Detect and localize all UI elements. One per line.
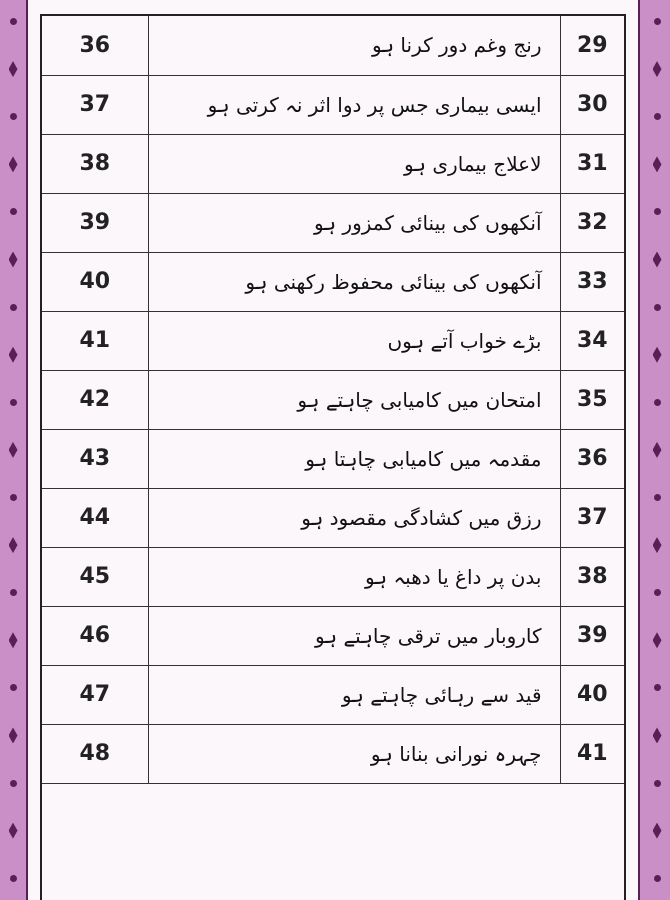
index-table [40, 14, 626, 900]
page-number: 46 [42, 606, 148, 665]
border-dot [654, 494, 661, 501]
page-number: 39 [42, 193, 148, 252]
border-dot [10, 18, 17, 25]
border-diamond [9, 823, 18, 839]
page-number: 36 [42, 16, 148, 75]
border-dot [10, 304, 17, 311]
border-diamond [9, 537, 18, 553]
page-number: 37 [42, 75, 148, 134]
table-row [42, 193, 624, 252]
entry-number: 39 [560, 606, 624, 665]
border-dot [654, 684, 661, 691]
page-number: 38 [42, 134, 148, 193]
border-dot [10, 399, 17, 406]
border-diamond [9, 347, 18, 363]
page-number: 42 [42, 370, 148, 429]
border-diamond [653, 537, 662, 553]
border-diamond [653, 442, 662, 458]
border-dot [10, 208, 17, 215]
page-number: 41 [42, 311, 148, 370]
entry-title: لاعلاج بیماری ہو [148, 134, 560, 193]
entry-title: چہرہ نورانی بنانا ہو [148, 724, 560, 783]
border-dot [10, 589, 17, 596]
table-row [42, 252, 624, 311]
border-dot [10, 494, 17, 501]
border-dot [10, 780, 17, 787]
table-row [42, 488, 624, 547]
border-dot [654, 304, 661, 311]
entry-title: ایسی بیماری جس پر دوا اثر نہ کرتی ہو [148, 75, 560, 134]
entry-title: آنکھوں کی بینائی محفوظ رکھنی ہو [148, 252, 560, 311]
entry-title: بدن پر داغ یا دھبہ ہو [148, 547, 560, 606]
table-row [42, 606, 624, 665]
border-diamond [9, 252, 18, 268]
border-dot [654, 875, 661, 882]
table-row [42, 134, 624, 193]
border-diamond [653, 252, 662, 268]
table-row [42, 429, 624, 488]
border-dot [654, 589, 661, 596]
border-diamond [9, 61, 18, 77]
entry-title: کاروبار میں ترقی چاہتے ہو [148, 606, 560, 665]
page-number: 45 [42, 547, 148, 606]
entry-title: مقدمہ میں کامیابی چاہتا ہو [148, 429, 560, 488]
entry-number: 33 [560, 252, 624, 311]
border-diamond [653, 61, 662, 77]
page-number: 48 [42, 724, 148, 783]
entry-number: 30 [560, 75, 624, 134]
page-number: 47 [42, 665, 148, 724]
border-dot [10, 684, 17, 691]
border-dot [654, 113, 661, 120]
page [26, 0, 640, 900]
entry-number: 40 [560, 665, 624, 724]
border-dot [654, 18, 661, 25]
border-diamond [653, 156, 662, 172]
table-row [42, 75, 624, 134]
table-row [42, 370, 624, 429]
entry-title: قید سے رہائی چاہتے ہو [148, 665, 560, 724]
border-dot [10, 113, 17, 120]
border-diamond [653, 823, 662, 839]
entry-title: رنج وغم دور کرنا ہو [148, 16, 560, 75]
entry-number: 41 [560, 724, 624, 783]
entry-number: 38 [560, 547, 624, 606]
entry-number: 36 [560, 429, 624, 488]
table-row [42, 311, 624, 370]
table-row [42, 665, 624, 724]
page-number: 43 [42, 429, 148, 488]
border-dot [654, 780, 661, 787]
entry-number: 32 [560, 193, 624, 252]
decorative-border-left [4, 0, 22, 900]
border-diamond [9, 632, 18, 648]
table-row [42, 547, 624, 606]
entry-title: آنکھوں کی بینائی کمزور ہو [148, 193, 560, 252]
border-dot [10, 875, 17, 882]
decorative-border-right [648, 0, 666, 900]
page-number: 44 [42, 488, 148, 547]
entry-title: امتحان میں کامیابی چاہتے ہو [148, 370, 560, 429]
entry-number: 34 [560, 311, 624, 370]
table-row [42, 724, 624, 783]
entry-title: رزق میں کشادگی مقصود ہو [148, 488, 560, 547]
border-diamond [9, 156, 18, 172]
border-diamond [653, 727, 662, 743]
border-diamond [9, 442, 18, 458]
border-diamond [653, 347, 662, 363]
entry-number: 35 [560, 370, 624, 429]
border-diamond [653, 632, 662, 648]
border-dot [654, 399, 661, 406]
page-number: 40 [42, 252, 148, 311]
entry-number: 37 [560, 488, 624, 547]
entry-title: بڑے خواب آتے ہوں [148, 311, 560, 370]
entry-number: 29 [560, 16, 624, 75]
entry-number: 31 [560, 134, 624, 193]
border-diamond [9, 727, 18, 743]
border-dot [654, 208, 661, 215]
table-row [42, 16, 624, 75]
